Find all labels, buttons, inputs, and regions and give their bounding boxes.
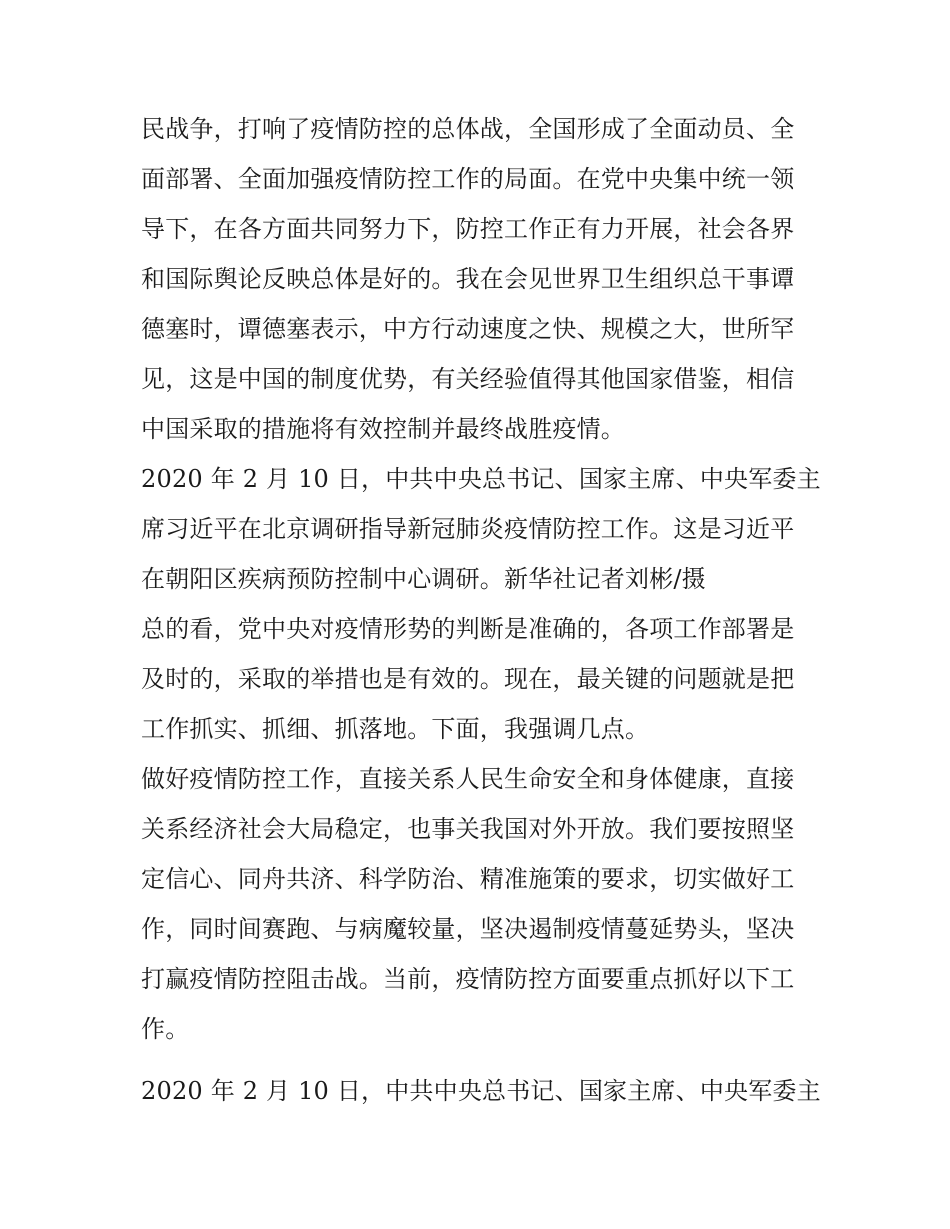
- text-line-15: 关系经济社会大局稳定，也事关我国对外开放。我们要按照坚: [141, 815, 795, 843]
- text-line-5: 德塞时，谭德塞表示，中方行动速度之快、规模之大，世所罕: [141, 315, 795, 343]
- text-line-12: 及时的，采取的举措也是有效的。现在，最关键的问题就是把: [141, 665, 795, 693]
- photo-caption-line-3: 在朝阳区疾病预防控制中心调研。新华社记者刘彬/摄: [141, 565, 706, 593]
- text-line-3: 导下，在各方面共同努力下，防控工作正有力开展，社会各界: [141, 215, 795, 243]
- text-line-17: 作，同时间赛跑、与病魔较量，坚决遏制疫情蔓延势头，坚决: [141, 915, 795, 943]
- text-line-16: 定信心、同舟共济、科学防治、精准施策的要求，切实做好工: [141, 865, 795, 893]
- photo-caption-line-2: 席习近平在北京调研指导新冠肺炎疫情防控工作。这是习近平: [141, 515, 795, 543]
- text-line-2: 面部署、全面加强疫情防控工作的局面。在党中央集中统一领: [141, 165, 795, 193]
- text-line-14: 做好疫情防控工作，直接关系人民生命安全和身体健康，直接: [141, 765, 795, 793]
- text-line-1: 民战争，打响了疫情防控的总体战，全国形成了全面动员、全: [141, 115, 795, 143]
- text-line-13: 工作抓实、抓细、抓落地。下面，我强调几点。: [141, 715, 650, 743]
- text-line-18: 打赢疫情防控阻击战。当前，疫情防控方面要重点抓好以下工: [141, 965, 795, 993]
- text-line-4: 和国际舆论反映总体是好的。我在会见世界卫生组织总干事谭: [141, 265, 795, 293]
- photo-caption-line-4: 2020 年 2 月 10 日，中共中央总书记、国家主席、中央军委主: [141, 1077, 821, 1105]
- text-line-6: 见，这是中国的制度优势，有关经验值得其他国家借鉴，相信: [141, 365, 795, 393]
- photo-caption-line-1: 2020 年 2 月 10 日，中共中央总书记、国家主席、中央军委主: [141, 465, 821, 493]
- text-line-19: 作。: [141, 1015, 190, 1043]
- text-line-11: 总的看，党中央对疫情形势的判断是准确的，各项工作部署是: [141, 615, 795, 643]
- text-line-7: 中国采取的措施将有效控制并最终战胜疫情。: [141, 415, 625, 443]
